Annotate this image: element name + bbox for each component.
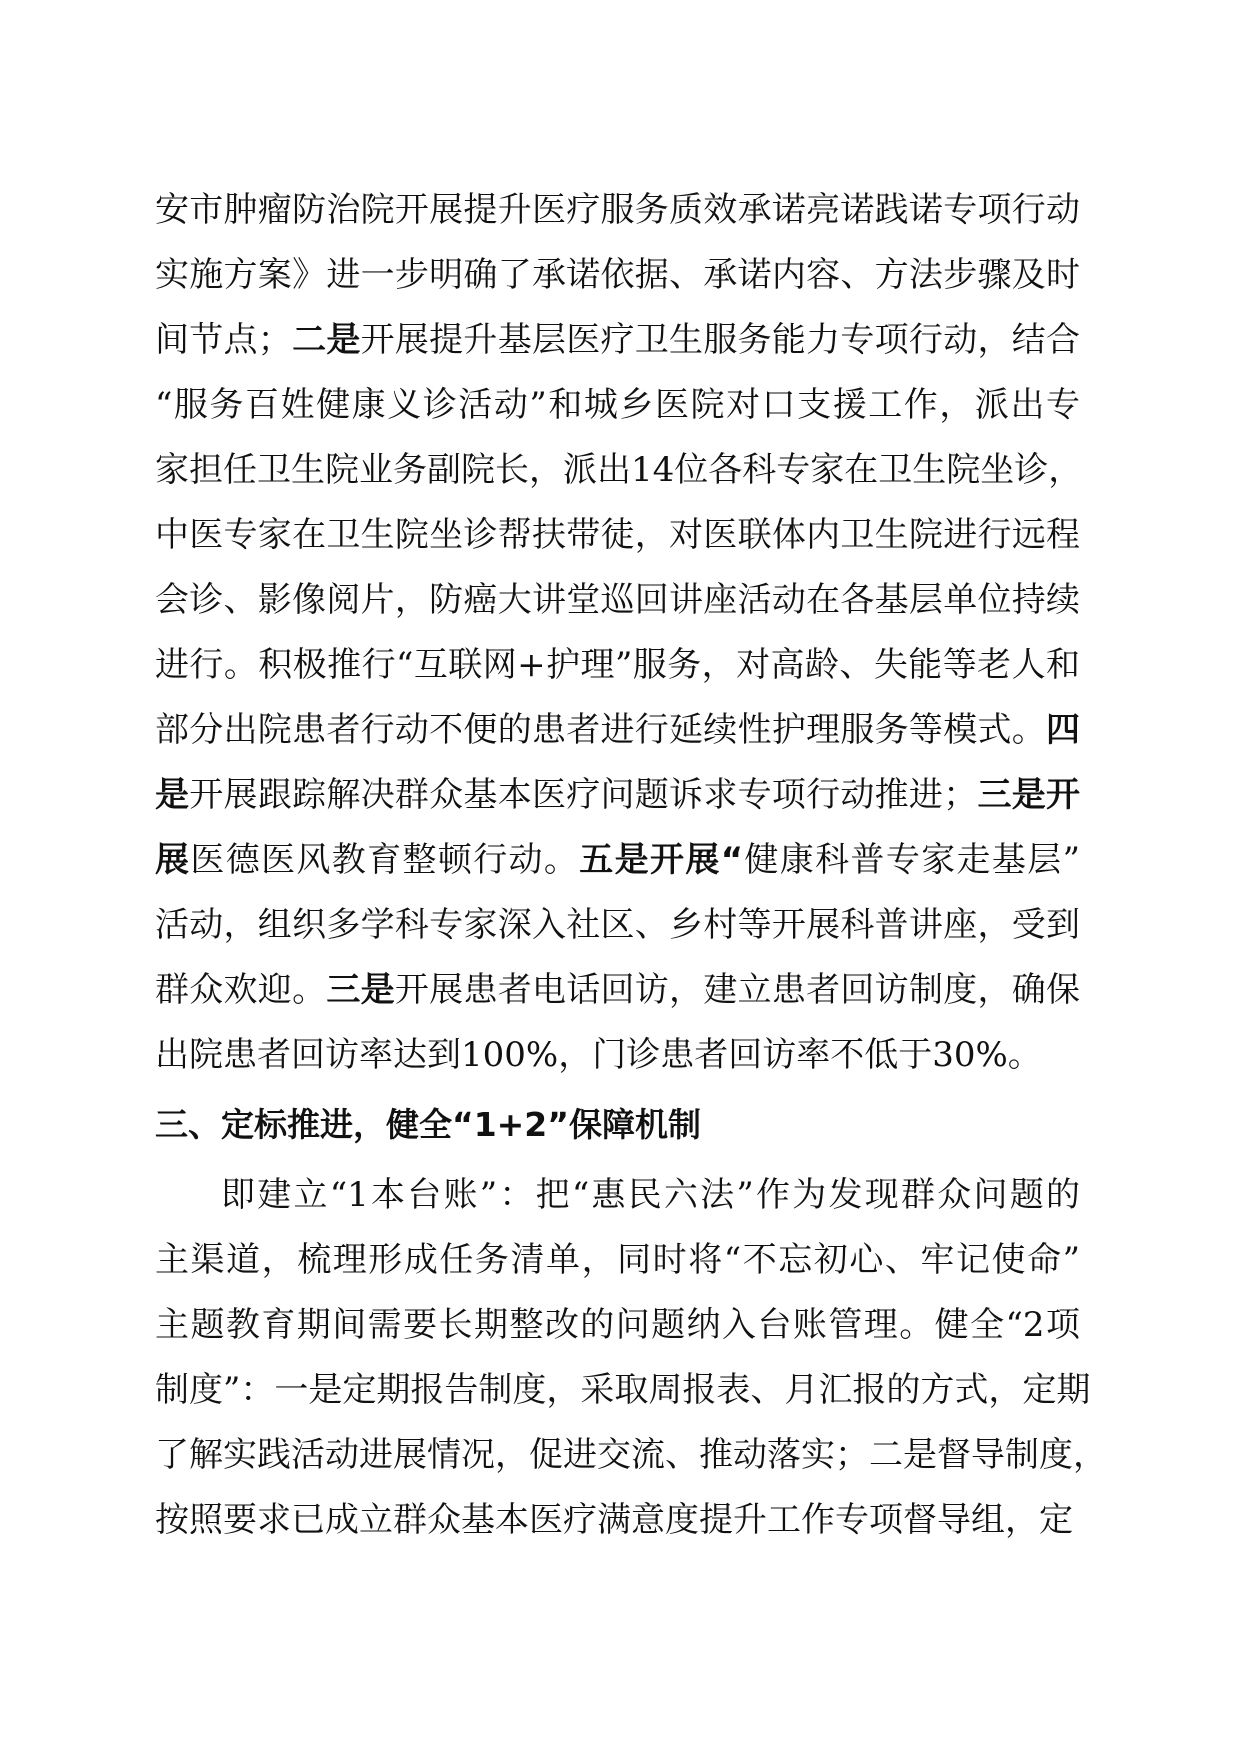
text-run: 主题教育期间需要长期整改的问题纳入台账管理。健全“2项 — [155, 1305, 1080, 1345]
text-run: 活动，组织多学科专家深入社区、乡村等开展科普讲座，受到 — [155, 905, 1080, 945]
bold-text-run: 展 — [155, 840, 191, 880]
text-line — [155, 505, 1080, 565]
text-run: 开展跟踪解决群众基本医疗问题诉求专项行动推进； — [189, 775, 978, 815]
text-run: 间节点； — [155, 320, 292, 360]
text-run: 健康科普专家走基层” — [743, 840, 1081, 880]
text-line — [155, 635, 1080, 695]
text-line — [155, 1490, 1073, 1550]
text-line — [155, 700, 1080, 760]
text-run: 出院患者回访率达到100%，门诊患者回访率不低于30%。 — [155, 1035, 1042, 1075]
text-run: 中医专家在卫生院坐诊帮扶带徒，对医联体内卫生院进行远程 — [155, 515, 1080, 555]
bold-text-run: 三是 — [326, 970, 395, 1010]
text-run: 制度”：一是定期报告制度，采取周报表、月汇报的方式，定期 — [155, 1370, 1091, 1410]
bold-text-run: 四 — [1046, 710, 1080, 750]
text-run: 会诊、影像阅片，防癌大讲堂巡回讲座活动在各基层单位持续 — [155, 580, 1080, 620]
text-line — [155, 375, 1080, 435]
text-line — [155, 1425, 1107, 1485]
text-run: 进行。积极推行“互联网+护理”服务，对高龄、失能等老人和 — [155, 645, 1080, 685]
bold-text-run: 三是开 — [977, 775, 1081, 815]
text-run: 安市肿瘤防治院开展提升医疗服务质效承诺亮诺践诺专项行动 — [155, 190, 1080, 230]
text-line — [155, 570, 1080, 630]
text-line — [155, 830, 1080, 890]
bold-text-run: 二是 — [291, 320, 361, 360]
text-line — [155, 440, 1083, 500]
text-line — [155, 960, 1080, 1020]
text-run: 部分出院患者行动不便的患者进行延续性护理服务等模式。 — [155, 710, 1046, 750]
text-line — [155, 1295, 1080, 1355]
text-run: 开展患者电话回访，建立患者回访制度，确保 — [394, 970, 1081, 1010]
text-run: 即建立“1本台账”：把“惠民六法”作为发现群众问题的 — [221, 1175, 1080, 1215]
bold-text-run: 是 — [155, 775, 190, 815]
text-run: 按照要求已成立群众基本医疗满意度提升工作专项督导组，定 — [155, 1500, 1073, 1540]
text-run: 医德医风教育整顿行动。 — [190, 840, 580, 880]
text-line — [155, 895, 1080, 955]
text-line — [155, 765, 1080, 825]
bold-text-run: 五是开展“ — [579, 840, 744, 880]
text-run: 群众欢迎。 — [155, 970, 327, 1010]
text-run: 主渠道，梳理形成任务清单，同时将“不忘初心、牢记使命” — [155, 1240, 1080, 1280]
section-heading: 三、定标推进，健全“1+2”保障机制 — [155, 1105, 701, 1144]
text-run: “服务百姓健康义诊活动”和城乡医院对口支援工作，派出专 — [155, 385, 1080, 425]
text-run: 实施方案》进一步明确了承诺依据、承诺内容、方法步骤及时 — [155, 255, 1080, 295]
text-line — [155, 245, 1080, 305]
text-line — [155, 310, 1080, 370]
text-line — [221, 1165, 1080, 1225]
text-line — [155, 1025, 1042, 1085]
text-line — [155, 1360, 1091, 1420]
text-line — [155, 180, 1080, 240]
text-run: 了解实践活动进展情况，促进交流、推动落实；二是督导制度， — [155, 1435, 1107, 1475]
text-run: 开展提升基层医疗卫生服务能力专项行动，结合 — [360, 320, 1081, 360]
text-line — [155, 1230, 1080, 1290]
text-run: 家担任卫生院业务副院长，派出14位各科专家在卫生院坐诊， — [155, 450, 1083, 490]
